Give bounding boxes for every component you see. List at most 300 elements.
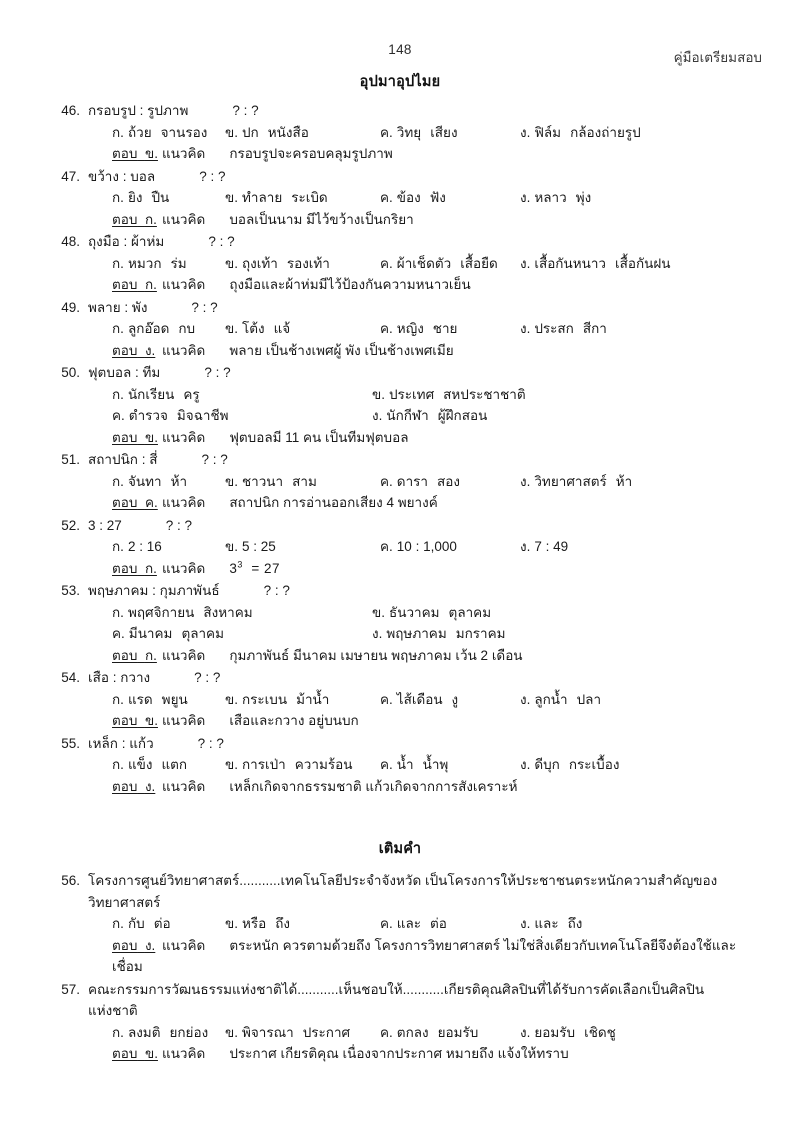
option-term-1: 2 : 16 (127, 539, 162, 554)
option-term-1: เสื้อกันหนาว (534, 255, 606, 271)
option-4[interactable] (520, 122, 641, 144)
answer-label: ตอบ (112, 342, 138, 358)
math-base: 3 (229, 560, 238, 576)
question-number: 57. (61, 981, 80, 997)
answer-line (88, 710, 762, 732)
option-term-2: สหประชาชาติ (443, 386, 526, 402)
answer-choice: ก. (144, 647, 157, 663)
option-label: ง. (520, 691, 531, 707)
option-2[interactable] (225, 187, 328, 209)
option-term-2: ตุลาคม (448, 604, 492, 620)
option-term-2: ครู (183, 386, 200, 402)
option-term-2: ฟัง (429, 190, 446, 205)
answer-explanation: ฟุตบอลมี 11 คน เป็นทีมฟุตบอล (229, 429, 409, 445)
option-label: ง. (372, 408, 383, 423)
answer-label: ตอบ (112, 1046, 138, 1061)
option-term-2: ชาย (432, 321, 458, 336)
option-term-1: หรือ (241, 916, 267, 931)
question-number: 46. (61, 103, 80, 118)
question-stem: เสือ : กวาง (88, 670, 151, 685)
option-1[interactable] (112, 754, 187, 776)
option-term-2: กระเบื้อง (568, 757, 620, 772)
option-1[interactable] (112, 602, 253, 624)
question-ratio-mark: ? : ? (194, 670, 221, 685)
question-block (0, 100, 800, 165)
question-block (0, 449, 800, 514)
answer-label: ตอบ (112, 560, 138, 576)
option-label: ก. (112, 539, 124, 554)
option-2[interactable] (225, 471, 317, 493)
option-row (88, 689, 762, 711)
option-term-2: เสื้อกันฝน (615, 255, 671, 271)
option-row (88, 187, 762, 209)
question-head (61, 297, 762, 319)
idea-label: แนวคิด (162, 713, 206, 728)
question-head (61, 449, 762, 471)
option-3[interactable] (112, 405, 229, 427)
option-term-2: ปืน (151, 190, 170, 205)
question-block (0, 362, 800, 448)
option-4[interactable] (520, 1022, 616, 1044)
option-1[interactable] (112, 1022, 208, 1044)
answer-line (88, 645, 762, 667)
option-term-1: ตกลง (396, 1024, 429, 1040)
option-1[interactable] (112, 913, 171, 935)
option-4[interactable] (520, 536, 577, 558)
section-heading-fill: เติมคำ (378, 841, 422, 857)
answer-explanation: เหล็กเกิดจากธรรมชาติ แก้วเกิดจากการสังเคราะห์ (229, 778, 518, 794)
option-term-2: ความร้อน (294, 757, 353, 772)
option-term-1: ลูกน้ำ (534, 691, 568, 707)
option-term-1: 5 : 25 (241, 539, 276, 554)
option-term-2: ร่ม (170, 255, 187, 271)
option-label: ก. (112, 255, 124, 271)
option-label: ค. (112, 626, 125, 641)
option-4[interactable] (520, 689, 601, 711)
math-exponent: 3 (237, 559, 243, 569)
option-term-1: 7 : 49 (534, 539, 569, 554)
option-3[interactable] (380, 471, 460, 493)
option-3[interactable] (112, 623, 224, 645)
option-term-2: ตุลาคม (181, 626, 224, 641)
idea-label: แนวคิด (162, 1046, 206, 1061)
idea-label: แนวคิด (162, 778, 206, 794)
option-label: ข. (225, 691, 238, 707)
answer-label: ตอบ (112, 937, 138, 953)
question-stem: ฟุตบอล : ทีม (88, 365, 161, 380)
book-title: คู่มือเตรียมสอบ (673, 50, 762, 65)
answer-choice: ข. (144, 146, 158, 161)
option-term-2: ประกาศ (302, 1024, 351, 1040)
option-row (88, 384, 762, 406)
option-3[interactable] (380, 536, 466, 558)
option-label: ก. (112, 691, 124, 707)
option-term-1: ประเทศ (388, 386, 435, 402)
question-stem-continued: แห่งชาติ (88, 1003, 138, 1018)
option-label: ข. (225, 321, 238, 336)
option-term-2: น้ำพุ (422, 757, 449, 772)
question-stem: พลาย : พัง (88, 299, 148, 315)
idea-label: แนวคิด (162, 211, 206, 227)
option-label: ค. (380, 1024, 393, 1040)
answer-line (88, 1043, 762, 1065)
answer-choice: ง. (144, 937, 156, 953)
option-2[interactable] (225, 318, 290, 340)
answer-tag (112, 710, 160, 732)
question-number: 52. (61, 517, 80, 533)
question-stem: คณะกรรมการวัฒนธรรมแห่งชาติได้...........เห็นชอบให้...........เกียรติคุณศิลปินที่ได้รับการคัดเลือกเป็นศิลปิน (88, 981, 705, 997)
option-term-1: แข็ง (127, 757, 153, 772)
option-term-1: ผ้าเช็ดตัว (396, 255, 452, 271)
question-ratio-mark: ? : ? (197, 735, 224, 751)
option-row (88, 405, 762, 427)
section-heading-analogy: อุปมาอุปไมย (359, 74, 441, 90)
page-header (0, 0, 800, 65)
question-ratio-mark: ? : ? (201, 452, 228, 467)
option-term-2: ยอมรับ (437, 1024, 479, 1040)
answer-label: ตอบ (112, 778, 138, 794)
option-term-2: มิจฉาชีพ (176, 408, 229, 423)
option-term-1: ไส้เดือน (396, 691, 443, 707)
option-label: ง. (520, 321, 531, 336)
option-3[interactable] (380, 754, 448, 776)
option-label: ข. (225, 473, 238, 489)
option-term-1: มีนาคม (128, 626, 173, 641)
question-block (0, 515, 800, 580)
option-label: ข. (225, 190, 238, 205)
option-label: ง. (372, 626, 383, 641)
option-term-2: ปลา (576, 691, 602, 707)
option-label: ก. (112, 190, 124, 205)
answer-line (88, 776, 762, 798)
idea-label: แนวคิด (162, 277, 206, 292)
option-term-2: มกราคม (455, 626, 506, 641)
question-block (0, 166, 800, 231)
option-label: ก. (112, 1024, 124, 1040)
option-term-1: พฤศจิกายน (127, 604, 195, 620)
option-4[interactable] (520, 913, 582, 935)
option-term-1: ยิง (127, 190, 143, 205)
option-term-2: สีกา (582, 321, 607, 336)
answer-tag (112, 209, 160, 231)
answer-tag (112, 645, 160, 667)
option-4[interactable] (520, 471, 632, 493)
option-label: ก. (112, 321, 124, 336)
answer-tag (112, 274, 160, 296)
answer-line (88, 558, 762, 580)
option-label: ข. (225, 124, 238, 140)
option-row (88, 913, 762, 935)
option-3[interactable] (380, 187, 446, 209)
option-3[interactable] (380, 318, 457, 340)
questions-fill (0, 870, 800, 1065)
option-term-1: ลงมติ (127, 1024, 161, 1040)
question-block (0, 580, 800, 666)
option-row (88, 471, 762, 493)
option-term-1: และ (396, 916, 422, 931)
question-stem: กรอบรูป : รูปภาพ (88, 103, 189, 118)
idea-label: แนวคิด (162, 495, 206, 510)
option-4[interactable] (520, 754, 619, 776)
question-stem-continued: วิทยาศาสตร์ (88, 894, 161, 910)
option-label: ข. (225, 539, 238, 554)
question-number: 53. (61, 583, 80, 598)
option-term-1: นักเรียน (127, 386, 175, 402)
option-term-2: ห้า (170, 473, 188, 489)
question-stem: ขว้าง : บอล (88, 168, 156, 184)
option-term-1: หลาว (534, 190, 567, 205)
option-term-2: สิงหาคม (203, 604, 253, 620)
option-1[interactable] (112, 318, 195, 340)
option-term-2: จานรอง (160, 124, 208, 140)
option-1[interactable] (112, 122, 207, 144)
question-block (0, 733, 800, 798)
option-4[interactable] (372, 623, 506, 645)
option-term-2: สาม (292, 473, 317, 489)
option-1[interactable] (112, 253, 187, 275)
answer-explanation: พลาย เป็นช้างเพศผู้ พัง เป็นช้างเพศเมีย (229, 342, 454, 358)
option-term-2: หนังสือ (267, 124, 309, 140)
option-term-2: ถึง (567, 916, 583, 931)
option-label: ง. (520, 539, 531, 554)
option-term-2: ต่อ (430, 916, 447, 931)
option-term-1: ตำรวจ (128, 408, 168, 423)
option-1[interactable] (112, 536, 171, 558)
answer-label: ตอบ (112, 495, 138, 510)
answer-choice: ค. (144, 495, 158, 510)
option-label: ค. (380, 539, 393, 554)
answer-explanation: กรอบรูปจะครอบคลุมรูปภาพ (229, 146, 393, 161)
option-label: ค. (380, 473, 393, 489)
option-4[interactable] (520, 253, 671, 275)
question-head (61, 870, 762, 892)
answer-tag (112, 776, 160, 798)
option-term-1: ข้อง (396, 190, 421, 205)
option-2[interactable] (372, 384, 526, 406)
question-head (61, 362, 762, 384)
question-ratio-mark: ? : ? (165, 517, 193, 533)
answer-choice: ก. (144, 211, 157, 227)
option-term-2: ต่อ (153, 916, 171, 931)
option-term-1: ทำลาย (241, 190, 283, 205)
option-term-2: พยูน (161, 691, 188, 707)
question-stem: ถุงมือ : ผ้าห่ม (88, 234, 165, 249)
option-4[interactable] (520, 318, 607, 340)
answer-tag (112, 340, 160, 362)
idea-label: แนวคิด (162, 647, 206, 663)
option-label: ค. (380, 190, 393, 205)
idea-label: แนวคิด (162, 429, 206, 445)
answer-choice: ข. (144, 429, 158, 445)
option-term-2: รองเท้า (286, 255, 330, 271)
answer-label: ตอบ (112, 713, 138, 728)
answer-choice: ข. (144, 1046, 158, 1061)
option-2[interactable] (225, 253, 330, 275)
option-term-1: และ (534, 916, 559, 931)
answer-line (88, 209, 762, 231)
option-4[interactable] (372, 405, 487, 427)
page-number: 148 (388, 42, 412, 57)
option-label: ง. (520, 757, 531, 772)
option-label: ข. (225, 255, 238, 271)
answer-line (88, 274, 762, 296)
answer-choice: ง. (144, 778, 156, 794)
question-stem: 3 : 27 (88, 517, 122, 533)
option-term-1: หญิง (396, 321, 424, 336)
option-label: ก. (112, 604, 124, 620)
option-term-2: ผู้ฝึกสอน (437, 408, 488, 423)
option-term-1: พฤษภาคม (386, 626, 447, 641)
option-term-1: การเป่า (241, 757, 286, 772)
answer-line (88, 492, 762, 514)
option-label: ค. (380, 691, 393, 707)
option-row (88, 318, 762, 340)
option-label: ง. (520, 1024, 531, 1040)
option-label: ง. (520, 473, 531, 489)
option-term-2: กบ (178, 321, 196, 336)
answer-choice: ก. (144, 560, 157, 576)
option-row (88, 253, 762, 275)
option-row (88, 122, 762, 144)
question-number: 56. (61, 873, 80, 888)
option-term-1: หมวก (127, 255, 162, 271)
option-term-1: กระเบน (241, 691, 288, 707)
option-1[interactable] (112, 689, 188, 711)
answer-label: ตอบ (112, 211, 138, 227)
answer-explanation: ถุงมือและผ้าห่มมีไว้ป้องกันความหนาวเย็น (229, 277, 471, 292)
option-4[interactable] (520, 187, 591, 209)
option-1[interactable] (112, 471, 187, 493)
option-term-1: ปก (241, 124, 259, 140)
option-term-2: ม้าน้ำ (296, 691, 330, 707)
option-3[interactable] (380, 1022, 478, 1044)
option-2[interactable] (225, 536, 285, 558)
answer-label: ตอบ (112, 647, 138, 663)
idea-label: แนวคิด (162, 342, 206, 358)
answer-tag (112, 427, 160, 449)
answer-label: ตอบ (112, 146, 138, 161)
option-2[interactable] (225, 689, 329, 711)
option-term-2: เชิดชู (584, 1024, 616, 1040)
option-1[interactable] (112, 187, 169, 209)
question-head (61, 733, 762, 755)
option-term-2: แจ้ (273, 321, 291, 336)
option-term-2: ห้า (615, 473, 633, 489)
question-head (61, 231, 762, 253)
question-ratio-mark: ? : ? (232, 103, 259, 118)
option-label: ข. (225, 757, 238, 772)
option-2[interactable] (225, 754, 352, 776)
option-label: ง. (520, 190, 531, 205)
option-label: ค. (380, 916, 393, 931)
option-term-1: กับ (127, 916, 145, 931)
option-label: ก. (112, 916, 124, 931)
answer-label: ตอบ (112, 277, 138, 292)
question-block (0, 667, 800, 732)
option-term-1: 10 : 1,000 (396, 539, 457, 554)
question-head (61, 515, 762, 537)
option-term-1: ประสก (534, 321, 574, 336)
question-ratio-mark: ? : ? (263, 583, 290, 598)
option-term-2: ระเบิด (291, 190, 328, 205)
question-number: 54. (61, 670, 80, 685)
questions-analogy (0, 100, 800, 797)
option-row (88, 754, 762, 776)
option-label: ข. (225, 916, 238, 931)
question-ratio-mark: ? : ? (204, 365, 231, 380)
option-term-1: ยอมรับ (534, 1024, 576, 1040)
question-block (0, 870, 800, 978)
option-term-1: จันทา (127, 473, 162, 489)
option-term-1: ถุงเท้า (241, 255, 278, 271)
answer-explanation: ตระหนัก ควรตามด้วยถึง โครงการวิทยาศาสตร์ ไม่ใช่สิ่งเดียวกับเทคโนโลยีจึงต้องใช้และ (229, 937, 737, 953)
option-3[interactable] (380, 253, 498, 275)
option-1[interactable] (112, 384, 200, 406)
option-term-2: สอง (436, 473, 460, 489)
question-number: 47. (61, 168, 80, 184)
option-row (88, 623, 762, 645)
question-stem: โครงการศูนย์วิทยาศาสตร์...........เทคโนโลยีประจำจังหวัด เป็นโครงการให้ประชาชนตระหนักความสำคัญของ (88, 873, 718, 888)
option-row (88, 536, 762, 558)
option-term-1: วิทยุ (396, 124, 422, 140)
answer-line (88, 427, 762, 449)
option-term-2: กล้องถ่ายรูป (570, 124, 641, 140)
answer-tag (112, 143, 160, 165)
question-head (61, 100, 762, 122)
option-row (88, 602, 762, 624)
question-head (61, 667, 762, 689)
option-label: ก. (112, 757, 124, 772)
answer-choice: ข. (144, 713, 158, 728)
option-term-2: ยกย่อง (169, 1024, 209, 1040)
question-head (61, 166, 762, 188)
answer-tag (112, 492, 160, 514)
question-ratio-mark: ? : ? (191, 299, 218, 315)
option-label: ข. (372, 386, 385, 402)
option-3[interactable] (380, 122, 458, 144)
question-number: 55. (61, 735, 80, 751)
option-label: ค. (380, 321, 393, 336)
option-3[interactable] (380, 689, 458, 711)
answer-choice: ก. (144, 277, 157, 292)
option-label: ง. (520, 124, 531, 140)
option-term-2: ถึง (275, 916, 291, 931)
option-2[interactable] (372, 602, 491, 624)
option-2[interactable] (225, 1022, 350, 1044)
option-2[interactable] (225, 913, 290, 935)
question-number: 50. (61, 365, 80, 380)
question-number: 48. (61, 234, 80, 249)
idea-label: แนวคิด (162, 146, 206, 161)
answer-choice: ง. (144, 342, 156, 358)
question-head (61, 979, 762, 1001)
answer-line (88, 340, 762, 362)
option-3[interactable] (380, 913, 447, 935)
math-rest: = 27 (251, 560, 281, 576)
answer-explanation: กุมภาพันธ์ มีนาคม เมษายน พฤษภาคม เว้น 2 เดือน (229, 647, 523, 663)
option-label: ค. (380, 255, 393, 271)
option-2[interactable] (225, 122, 309, 144)
answer-explanation: ประกาศ เกียรติคุณ เนื่องจากประกาศ หมายถึง แจ้งให้ทราบ (229, 1046, 569, 1061)
option-term-2: เสียง (430, 124, 458, 140)
option-label: ง. (520, 255, 531, 271)
option-label: ค. (112, 408, 125, 423)
question-stem: สถาปนิก : สี่ (88, 452, 158, 467)
answer-tag (112, 935, 160, 957)
question-ratio-mark: ? : ? (199, 168, 226, 184)
option-term-1: ดารา (396, 473, 428, 489)
option-label: ข. (225, 1024, 238, 1040)
